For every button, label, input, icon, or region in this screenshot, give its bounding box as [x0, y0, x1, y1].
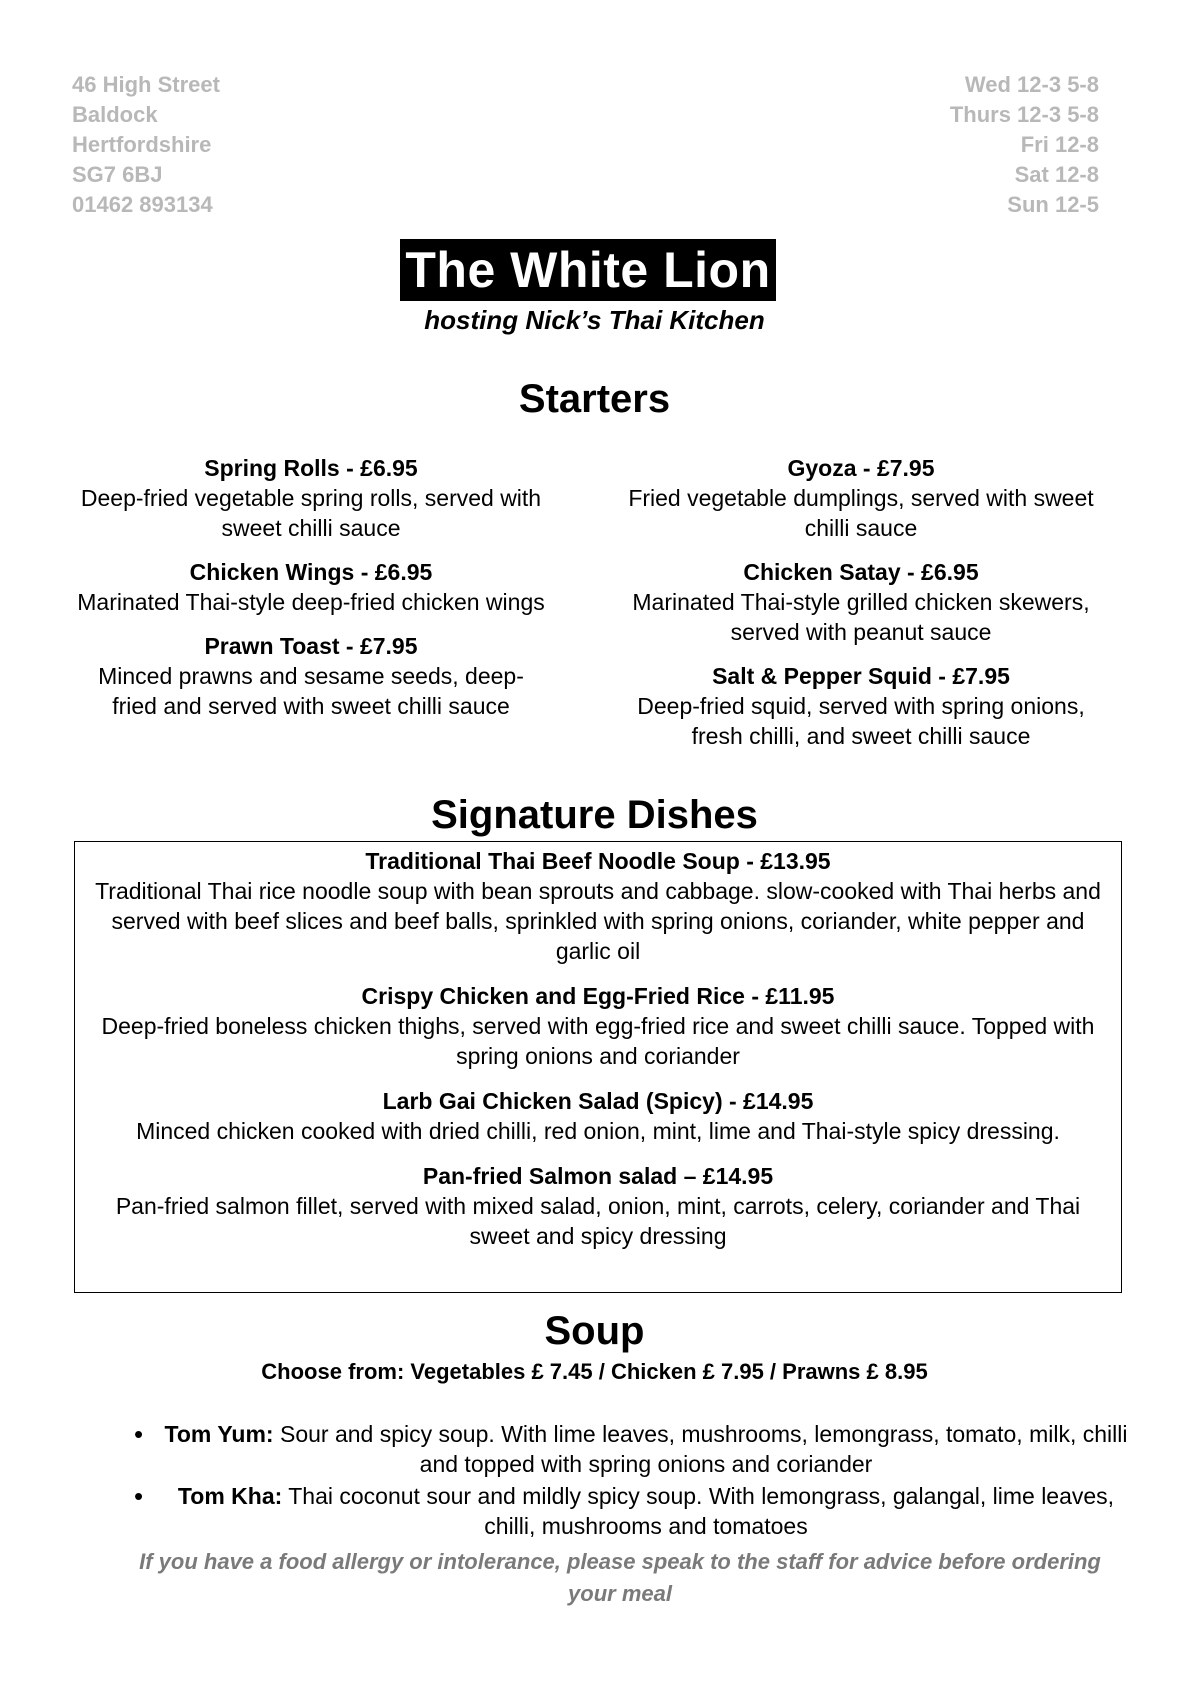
white-lion-logo: The White Lion: [400, 239, 776, 301]
menu-item: [74, 1086, 1122, 1146]
item-description: Fried vegetable dumplings, served with sweet chilli sauce: [628, 485, 1094, 541]
list-item: [128, 1419, 1128, 1479]
item-name: Traditional Thai Beef Noodle Soup - £13.95: [365, 848, 831, 874]
item-description: Marinated Thai-style grilled chicken skewers, served with peanut sauce: [632, 589, 1090, 645]
address-phone: 01462 893134: [72, 192, 213, 217]
item-name: Crispy Chicken and Egg-Fried Rice - £11.95: [361, 983, 835, 1009]
hours-sun: Sun 12-5: [1007, 192, 1099, 217]
hours-wed: Wed 12-3 5-8: [964, 72, 1099, 97]
item-name: Spring Rolls - £6.95: [204, 455, 418, 481]
starters-right-column: [618, 453, 1104, 765]
soup-description: Sour and spicy soup. With lime leaves, mushrooms, lemongrass, tomato, milk, chilli and topped with spring onions and coriander: [273, 1421, 1128, 1477]
item-description: Minced prawns and sesame seeds, deep-fried and served with sweet chilli sauce: [98, 663, 524, 719]
address-county: Hertfordshire: [72, 132, 212, 157]
bullet-icon: •: [134, 1419, 144, 1449]
soup-name: Tom Yum:: [164, 1421, 274, 1447]
item-description: Deep-fried vegetable spring rolls, served with sweet chilli sauce: [80, 485, 542, 541]
starters-left-column: [76, 453, 546, 735]
menu-item: [76, 557, 546, 617]
address-street: 46 High Street: [72, 72, 220, 97]
menu-item: [76, 631, 546, 721]
item-description: Minced chicken cooked with dried chilli, red onion, mint, lime and Thai-style spicy dressing.: [136, 1118, 1060, 1144]
menu-item: [74, 846, 1122, 966]
signature-dishes-heading: Signature Dishes: [431, 793, 758, 837]
hours-thurs: Thurs 12-3 5-8: [949, 102, 1099, 127]
soup-prices: Choose from: Vegetables £ 7.45 / Chicken £ 7.95 / Prawns £ 8.95: [261, 1359, 928, 1384]
item-name: Salt & Pepper Squid - £7.95: [712, 663, 1010, 689]
allergy-notice: If you have a food allergy or intolerance, please speak to the staff for advice before ordering your meal: [139, 1549, 1101, 1606]
soup-list: [128, 1419, 1128, 1543]
address-town: Baldock: [72, 102, 158, 127]
soup-description: Thai coconut sour and mildly spicy soup. With lemongrass, galangal, lime leaves, chilli, mushrooms and tomatoes: [282, 1483, 1115, 1539]
item-description: Deep-fried squid, served with spring onions, fresh chilli, and sweet chilli sauce: [637, 693, 1085, 749]
item-description: Traditional Thai rice noodle soup with bean sprouts and cabbage. slow-cooked with Thai herbs and served with beef slices and beef balls, sprinkled with spring onions, coriander, white pepper and garlic oil: [95, 878, 1101, 964]
address-postcode: SG7 6BJ: [72, 162, 163, 187]
item-name: Larb Gai Chicken Salad (Spicy) - £14.95: [382, 1088, 814, 1114]
item-description: Marinated Thai-style deep-fried chicken wings: [77, 589, 545, 615]
soup-name: Tom Kha:: [177, 1483, 283, 1509]
item-name: Gyoza - £7.95: [787, 455, 935, 481]
starters-heading: Starters: [518, 377, 671, 421]
menu-item: [618, 661, 1104, 751]
item-description: Pan-fried salmon fillet, served with mixed salad, onion, mint, carrots, celery, coriander and Thai sweet and spicy dressing: [115, 1193, 1081, 1249]
item-description: Deep-fried boneless chicken thighs, served with egg-fried rice and sweet chilli sauce. Topped with spring onions and coriander: [101, 1013, 1095, 1069]
menu-item: [618, 453, 1104, 543]
address-block: [72, 70, 220, 220]
list-item: [128, 1481, 1128, 1541]
tagline: hosting Nick’s Thai Kitchen: [424, 305, 765, 335]
opening-hours: [950, 70, 1099, 220]
hours-sat: Sat 12-8: [1014, 162, 1099, 187]
menu-item: [74, 1161, 1122, 1251]
menu-item: [74, 981, 1122, 1071]
hours-fri: Fri 12-8: [1020, 132, 1099, 157]
item-name: Prawn Toast - £7.95: [204, 633, 418, 659]
menu-item: [618, 557, 1104, 647]
bullet-icon: •: [134, 1481, 144, 1511]
item-name: Pan-fried Salmon salad – £14.95: [422, 1163, 774, 1189]
item-name: Chicken Wings - £6.95: [189, 559, 433, 585]
soup-heading: Soup: [544, 1309, 645, 1353]
signature-dishes-list: [74, 846, 1122, 1266]
menu-item: [76, 453, 546, 543]
item-name: Chicken Satay - £6.95: [743, 559, 979, 585]
